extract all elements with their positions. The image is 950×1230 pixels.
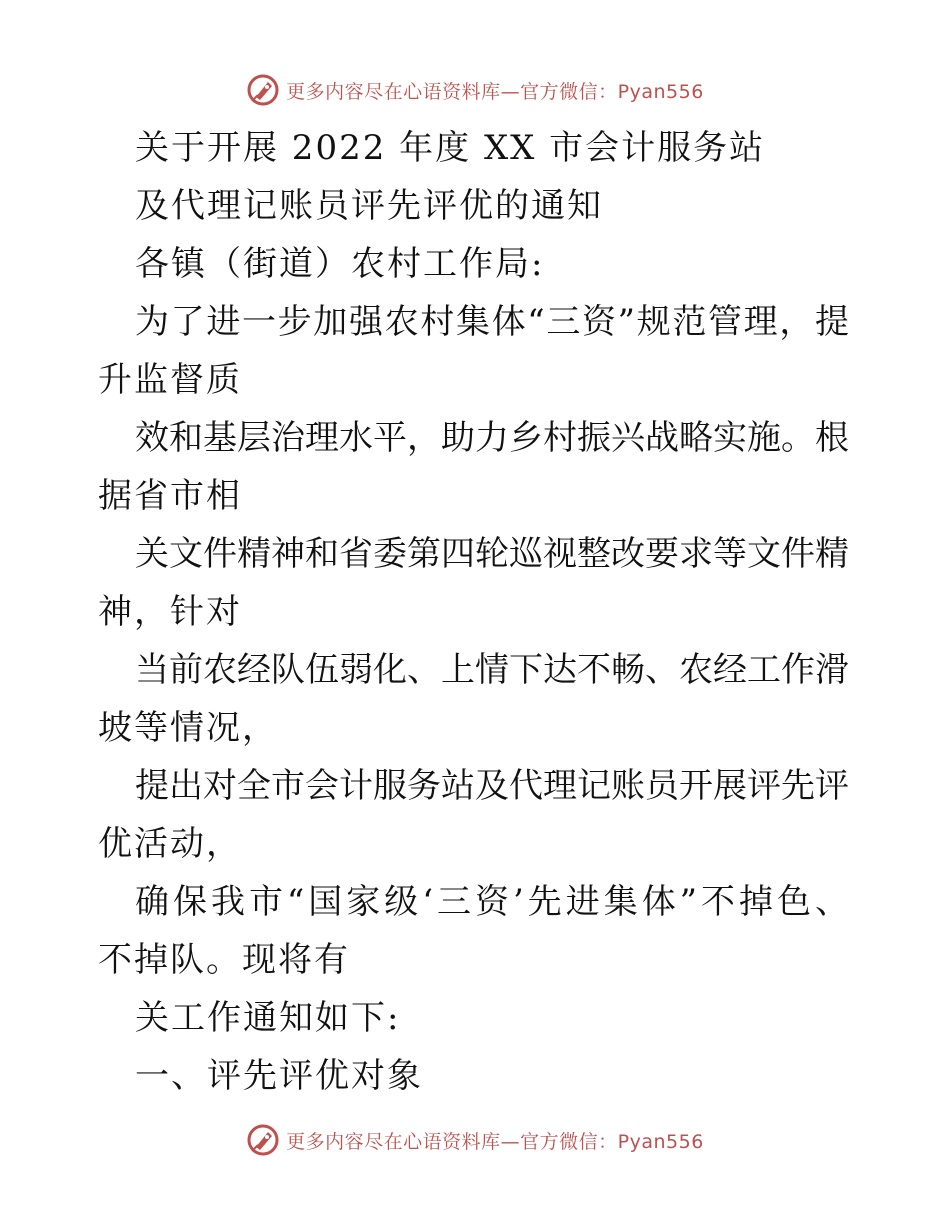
footer-watermark <box>0 1120 950 1160</box>
salutation: 各镇（街道）农村工作局: <box>135 244 545 284</box>
paragraph-line: 提出对全市会计服务站及代理记账员开展评先评 <box>135 766 849 806</box>
section-heading: 一、评先评优对象 <box>135 1056 423 1096</box>
paragraph-line: 神，针对 <box>98 592 242 632</box>
paragraph-line: 坡等情况， <box>98 708 278 748</box>
paragraph-line: 升监督质 <box>98 360 242 400</box>
watermark-text: 更多内容尽在心语资料库—官方微信：Pyan556 <box>286 1130 704 1153</box>
header-watermark <box>0 70 950 110</box>
paragraph-line: 不掉队。现将有 <box>98 940 350 980</box>
paragraph-line: 效和基层治理水平，助力乡村振兴战略实施。根 <box>135 418 849 458</box>
paragraph-line: 关文件精神和省委第四轮巡视整改要求等文件精 <box>135 534 849 574</box>
document-title-line-1: 关于开展 2022 年度 XX 市会计服务站 <box>135 128 766 168</box>
paragraph-line: 优活动， <box>98 824 242 864</box>
paragraph-line: 关工作通知如下: <box>135 998 401 1038</box>
pen-nib-logo-icon <box>246 1123 280 1157</box>
paragraph-line: 确保我市“国家级‘三资’先进集体”不掉色、 <box>135 882 849 922</box>
paragraph-line: 据省市相 <box>98 476 242 516</box>
paragraph-line: 为了进一步加强农村集体“三资”规范管理，提 <box>135 302 849 342</box>
paragraph-line: 当前农经队伍弱化、上情下达不畅、农经工作滑 <box>135 650 849 690</box>
document-title-line-2: 及代理记账员评先评优的通知 <box>135 186 603 226</box>
pen-nib-logo-icon <box>246 73 280 107</box>
watermark-text: 更多内容尽在心语资料库—官方微信：Pyan556 <box>286 80 704 103</box>
